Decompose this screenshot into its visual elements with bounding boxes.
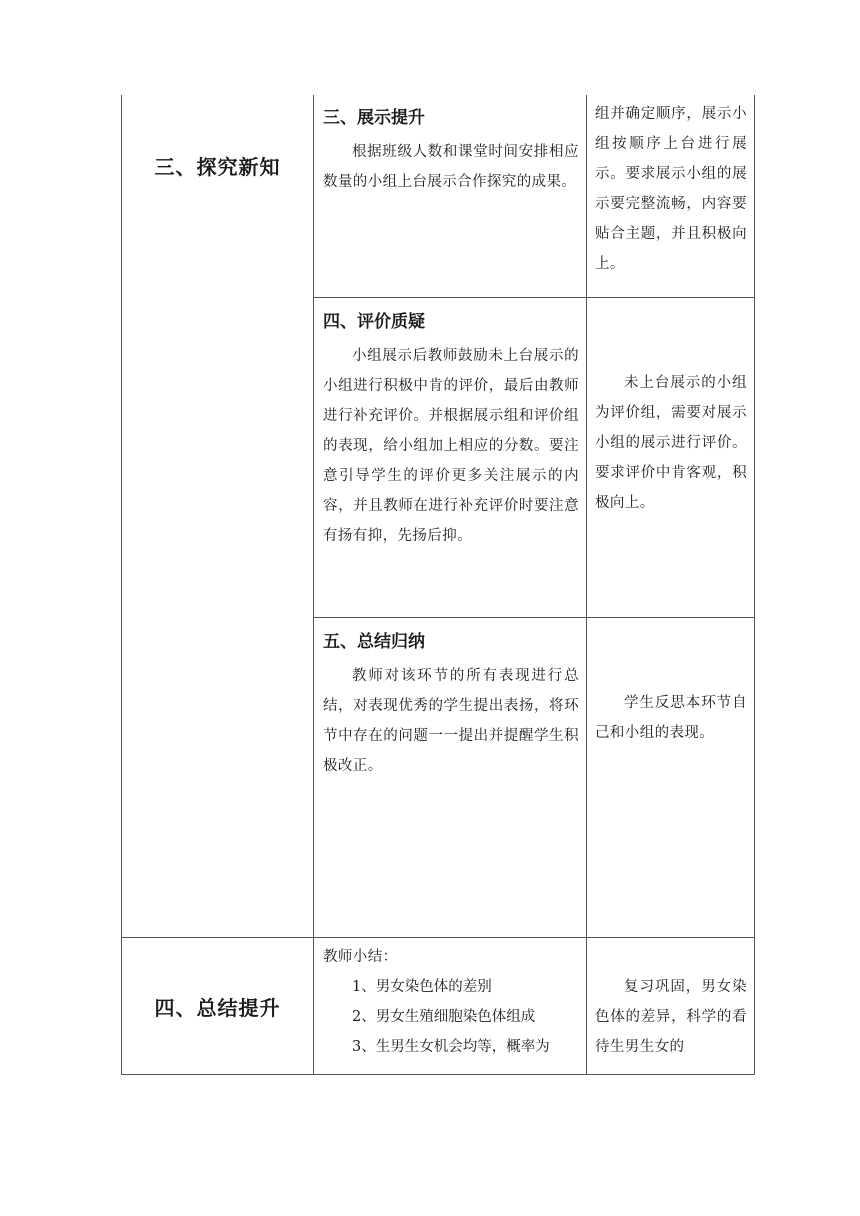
section-content: 小组展示后教师鼓励未上台展示的小组进行积极中肯的评价，最后由教师进行补充评价。并根据展示组和评价组的表现，给小组加上相应的分数。要注意引导学生的评价更多关注展示的内容，并且教师在进行补充评价时要注意有扬有抑，先扬后抑。 <box>323 348 579 544</box>
section-summary-activity <box>595 688 747 748</box>
lesson-plan-table <box>121 95 755 1075</box>
section-divider-2 <box>313 617 755 618</box>
summary-item: 2、男女生殖细胞染色体组成 <box>352 1009 536 1025</box>
section-title: 四、评价质疑 <box>323 312 425 332</box>
section-evaluate-content <box>323 307 579 551</box>
section-divider-1 <box>313 297 755 298</box>
column-divider-2 <box>586 95 587 1075</box>
section-title: 三、展示提升 <box>323 108 425 128</box>
section-evaluate-activity <box>595 368 747 518</box>
student-activity: 学生反思本环节自己和小组的表现。 <box>595 695 747 741</box>
right-border <box>754 95 755 1075</box>
bottom-border <box>121 1074 755 1075</box>
section-show-activity <box>595 99 747 279</box>
column-divider-1 <box>313 95 314 1075</box>
section-content: 根据班级人数和课堂时间安排相应数量的小组上台展示合作探究的成果。 <box>323 144 579 190</box>
summary-item: 3、生男生女机会均等，概率为 <box>352 1039 550 1055</box>
stage-label-summary: 四、总结提升 <box>154 995 281 1020</box>
section-content: 教师对该环节的所有表现进行总结，对表现优秀的学生提出表扬，将环节中存在的问题一一提出并提醒学生积极改正。 <box>323 668 579 774</box>
section-summary-content <box>323 627 579 781</box>
teacher-summary <box>323 942 581 1062</box>
student-activity: 未上台展示的小组为评价组，需要对展示小组的展示进行评价。要求评价中肯客观，积极向上。 <box>595 375 747 511</box>
section-show-content <box>323 103 579 197</box>
left-border <box>121 95 122 1075</box>
summary-activity <box>595 972 747 1062</box>
stage-label-explore: 三、探究新知 <box>154 154 281 179</box>
student-activity: 组并确定顺序，展示小组按顺序上台进行展示。要求展示小组的展示要完整流畅，内容要贴合主题，并且积极向上。 <box>595 106 747 272</box>
summary-heading: 教师小结： <box>323 949 398 965</box>
student-activity: 复习巩固，男女染色体的差异，科学的看待生男生女的 <box>595 979 747 1055</box>
summary-item: 1、男女染色体的差别 <box>352 979 492 995</box>
section-title: 五、总结归纳 <box>323 632 425 652</box>
